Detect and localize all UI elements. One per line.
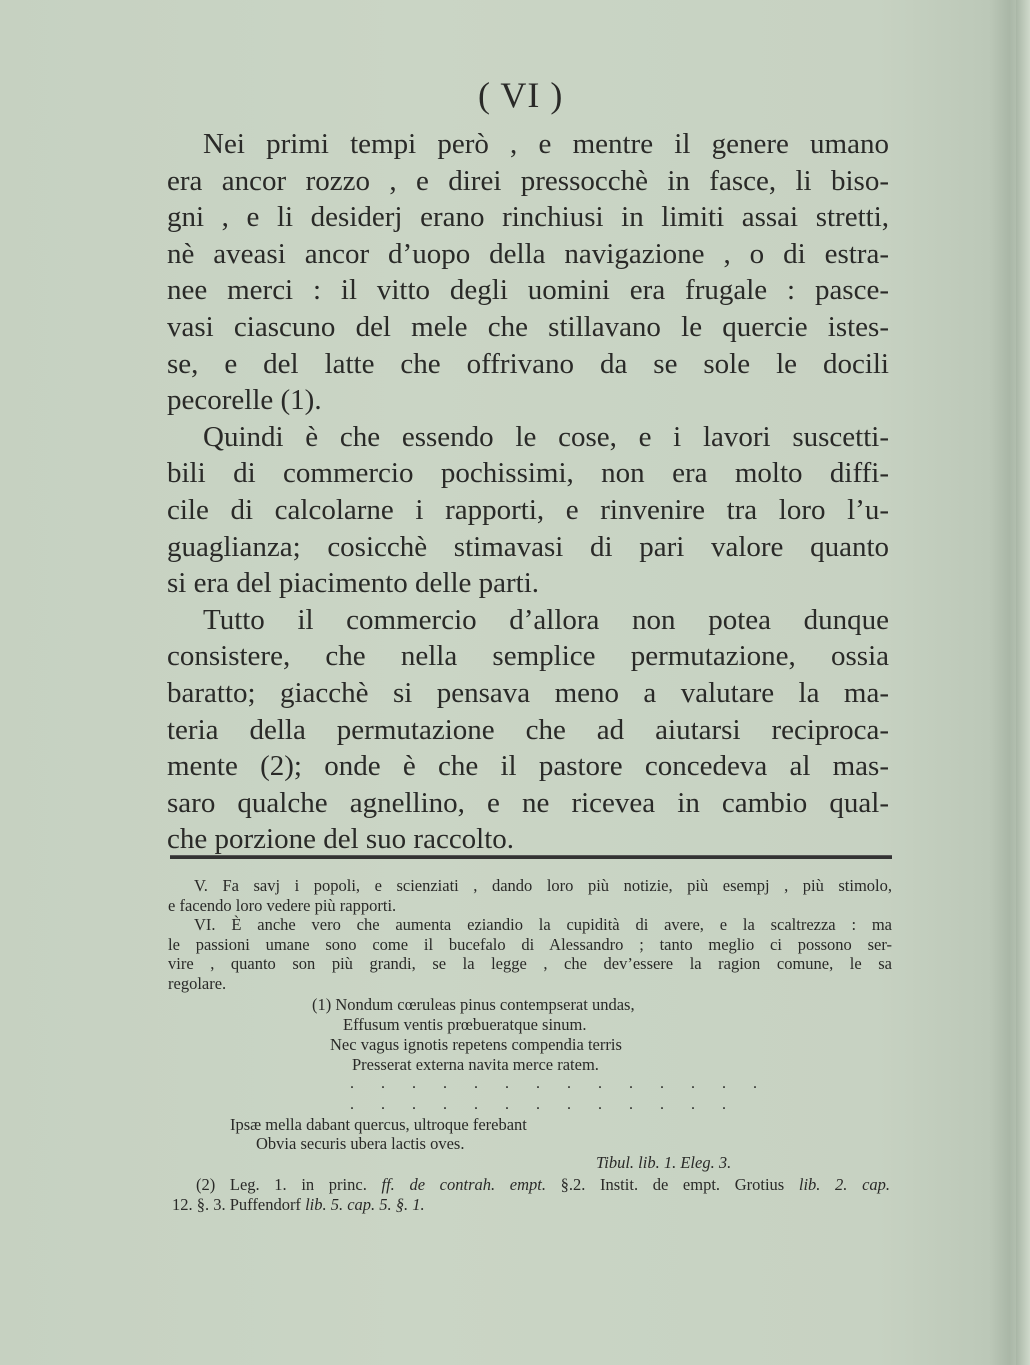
footnote-2-italic: lib. 2. cap. <box>798 1175 891 1194</box>
text-line: si era del piacimento delle parti. <box>167 567 540 600</box>
text-line: cile di calcolarne i rapporti, e rinvenire tra loro l’u- <box>167 493 889 526</box>
ellipsis-row: . . . . . . . . . . . . . . <box>350 1075 769 1092</box>
note-v-line: V. Fa savj i popoli, e scienziati , dando loro più notizie, più esempj , più stimolo, <box>194 876 892 895</box>
footnote-1-verse: (1) Nondum cœruleas pinus contempserat undas, <box>312 995 635 1014</box>
footnote-divider <box>170 855 892 859</box>
paragraph-3 <box>167 602 889 858</box>
text-line: Quindi è che essendo le cose, e i lavori suscetti- <box>203 420 889 453</box>
text-line: mente (2); onde è che il pastore concedeva al mas- <box>167 750 889 783</box>
footnote-1-verse: Effusum ventis prœbueratque sinum. <box>343 1015 587 1034</box>
text-line: saro qualche agnellino, e ne ricevea in cambio qual- <box>167 786 889 819</box>
text-line: nee merci : il vitto degli uomini era frugale : pasce- <box>167 274 889 307</box>
text-line: pecorelle (1). <box>167 384 322 417</box>
text-line: Tutto il commercio d’allora non potea dunque <box>203 603 889 636</box>
text-line: era ancor rozzo , e direi pressocchè in fasce, li biso- <box>167 164 889 197</box>
note-v-line: e facendo loro vedere più rapporti. <box>168 895 397 915</box>
footnote-2 <box>172 1175 890 1214</box>
marginal-notes <box>168 876 892 994</box>
footnote-2-line <box>172 1175 890 1195</box>
paragraph-2 <box>167 419 889 602</box>
text-line: gni , e li desiderj erano rinchiusi in limiti assai stretti, <box>167 201 889 234</box>
text-line: che porzione del suo raccolto. <box>167 823 515 856</box>
text-line: vasi ciascuno del mele che stillavano le quercie istes- <box>167 310 889 343</box>
note-vi-line: VI. È anche vero che aumenta eziandio la cupidità di avere, e la scaltrezza : ma <box>194 915 892 935</box>
paragraph-1 <box>167 126 889 419</box>
text-line: nè aveasi ancor d’uopo della navigazione , o di estra- <box>167 237 889 270</box>
note-vi-line: le passioni umane sono come il bucefalo di Alessandro ; tanto meglio ci possono ser- <box>168 934 892 954</box>
footnote-2-line <box>172 1195 890 1215</box>
footnote-2-italic: lib. 5. cap. 5. §. 1. <box>305 1194 425 1214</box>
footnote-1-verse: Obvia securis ubera lactis oves. <box>256 1134 465 1153</box>
main-text <box>167 126 889 858</box>
ellipsis-row: . . . . . . . . . . . . . <box>350 1096 738 1113</box>
text-line: teria della permutazione che ad aiutarsi reciproca- <box>167 713 889 746</box>
text-line: consistere, che nella semplice permutazione, ossia <box>167 640 889 673</box>
text-line: baratto; giacchè si pensava meno a valutare la ma- <box>167 676 889 709</box>
footnote-1-verse: Nec vagus ignotis repetens compendia terris <box>330 1035 622 1054</box>
footnote-2-text: (2) Leg. 1. in princ. <box>196 1175 367 1194</box>
footnote-2-text: 12. §. 3. Puffendorf <box>172 1194 301 1214</box>
text-line: guaglianza; cosicchè stimavasi di pari valore quanto <box>167 530 889 563</box>
footnote-1-verse: Ipsæ mella dabant quercus, ultroque ferebant <box>230 1115 527 1134</box>
text-line: se, e del latte che offrivano da se sole le docili <box>167 347 889 380</box>
note-vi-line: regolare. <box>168 973 227 993</box>
footnote-1-verse: Presserat externa navita merce ratem. <box>352 1055 599 1074</box>
footnote-2-text: §.2. Instit. de empt. Grotius <box>560 1175 785 1194</box>
text-line: bili di commercio pochissimi, non era molto diffi- <box>167 457 889 490</box>
footnote-2-italic: ff. de contrah. empt. <box>381 1175 546 1194</box>
page-gutter-shadow <box>1016 0 1030 1365</box>
page-number: ( VI ) <box>478 75 564 115</box>
note-vi-line: vire , quanto son più grandi, se la legge , che dev’essere la ragion comune, le sa <box>168 954 892 974</box>
footnote-1-citation: Tibul. lib. 1. Eleg. 3. <box>596 1153 732 1172</box>
text-line: Nei primi tempi però , e mentre il genere umano <box>203 128 889 160</box>
